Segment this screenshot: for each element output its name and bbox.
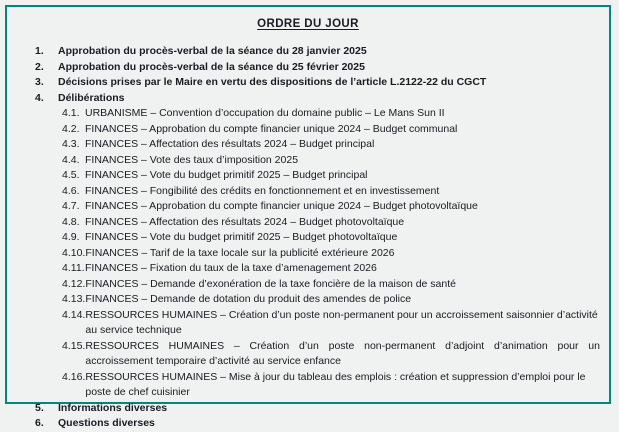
agenda-subitem [62,122,600,138]
agenda-item [35,401,600,417]
agenda-subitem [62,308,600,339]
item-label: Approbation du procès-verbal de la séance du 25 février 2025 [58,60,365,73]
item-label: Délibérations [58,91,125,104]
item-label: FINANCES – Tarif de la taxe locale sur la publicité extérieure 2026 [85,246,395,259]
item-number: 6. [35,417,44,429]
agenda-subitem [62,106,600,122]
item-number: 2. [35,60,44,73]
item-number: 4.12. [62,277,86,290]
item-number: 4.2. [62,122,80,135]
agenda-item [35,416,600,432]
page-title: ORDRE DU JOUR [257,18,359,30]
item-number: 3. [35,76,44,88]
agenda-subitem [62,261,600,277]
item-label: Approbation du procès-verbal de la séance du 28 janvier 2025 [58,45,367,57]
item-label: FINANCES – Vote du budget primitif 2025 – Budget principal [85,169,368,181]
agenda-subitem [62,246,600,262]
item-label: FINANCES – Vote du budget primitif 2025 – Budget photovoltaïque [85,231,398,243]
item-label: RESSOURCES HUMAINES – Création d’un poste non-permanent d’adjoint d’animation pour un accroissement temporaire d’activité au service enfance [85,339,600,367]
item-number: 4.1. [62,107,80,119]
item-number: 4.6. [62,184,80,197]
agenda-subitem [62,277,600,293]
agenda-subitem [62,370,600,401]
item-label: Questions diverses [58,417,155,429]
item-number: 4.11. [62,262,85,274]
agenda-subitem [62,153,600,169]
item-number: 4.9. [62,231,80,243]
agenda-subitem [62,339,600,370]
item-number: 5. [35,401,44,414]
item-label: FINANCES – Vote des taux d’imposition 2025 [85,153,299,166]
item-label: URBANISME – Convention d’occupation du domaine public – Le Mans Sun II [85,107,445,119]
agenda-item [35,91,600,107]
agenda-item [35,44,600,60]
item-number: 4.14. [62,308,86,321]
item-label: FINANCES – Demande d’exonération de la taxe foncière de la maison de santé [85,277,456,290]
item-number: 4.8. [62,215,80,228]
item-number: 4.3. [62,138,80,150]
item-label: RESSOURCES HUMAINES – Mise à jour du tableau des emplois : création et suppression d’emploi pour le poste de chef cuisinier [85,370,586,398]
agenda-subitem [62,168,600,184]
item-number: 4.16. [62,370,86,383]
item-label: Décisions prises par le Maire en vertu des dispositions de l’article L.2122-22 du CGCT [58,76,487,88]
item-number: 1. [35,45,44,57]
agenda-subitem [62,199,600,215]
agenda-list [35,44,600,432]
item-number: 4.5. [62,169,80,181]
item-number: 4.13. [62,293,86,305]
item-label: FINANCES – Affectation des résultats 2024 – Budget photovoltaïque [85,215,405,228]
title-row [7,14,609,32]
item-label: Informations diverses [58,401,168,414]
item-number: 4.4. [62,153,80,166]
item-number: 4.7. [62,200,80,212]
agenda-item [35,75,600,91]
item-label: FINANCES – Approbation du compte financier unique 2024 – Budget communal [85,122,458,135]
item-label: FINANCES – Fixation du taux de la taxe d’amenagement 2026 [85,262,377,274]
item-label: FINANCES – Approbation du compte financier unique 2024 – Budget photovoltaïque [85,200,478,212]
item-number: 4. [35,91,44,104]
item-label: RESSOURCES HUMAINES – Création d’un poste non-permanent pour un accroissement saisonnier d’activité au service technique [85,308,598,336]
agenda-item [35,60,600,76]
agenda-subitem [62,137,600,153]
document-page [5,5,611,429]
agenda-subitem [62,184,600,200]
item-label: FINANCES – Fongibilité des crédits en fonctionnement et en investissement [85,184,440,197]
item-number: 4.10. [62,246,86,259]
agenda-sublist [62,106,600,401]
agenda-subitem [62,215,600,231]
item-label: FINANCES – Demande de dotation du produit des amendes de police [85,293,412,305]
agenda-subitem [62,292,600,308]
item-number: 4.15. [62,339,86,352]
item-label: FINANCES – Affectation des résultats 2024 – Budget principal [85,138,375,150]
agenda-subitem [62,230,600,246]
